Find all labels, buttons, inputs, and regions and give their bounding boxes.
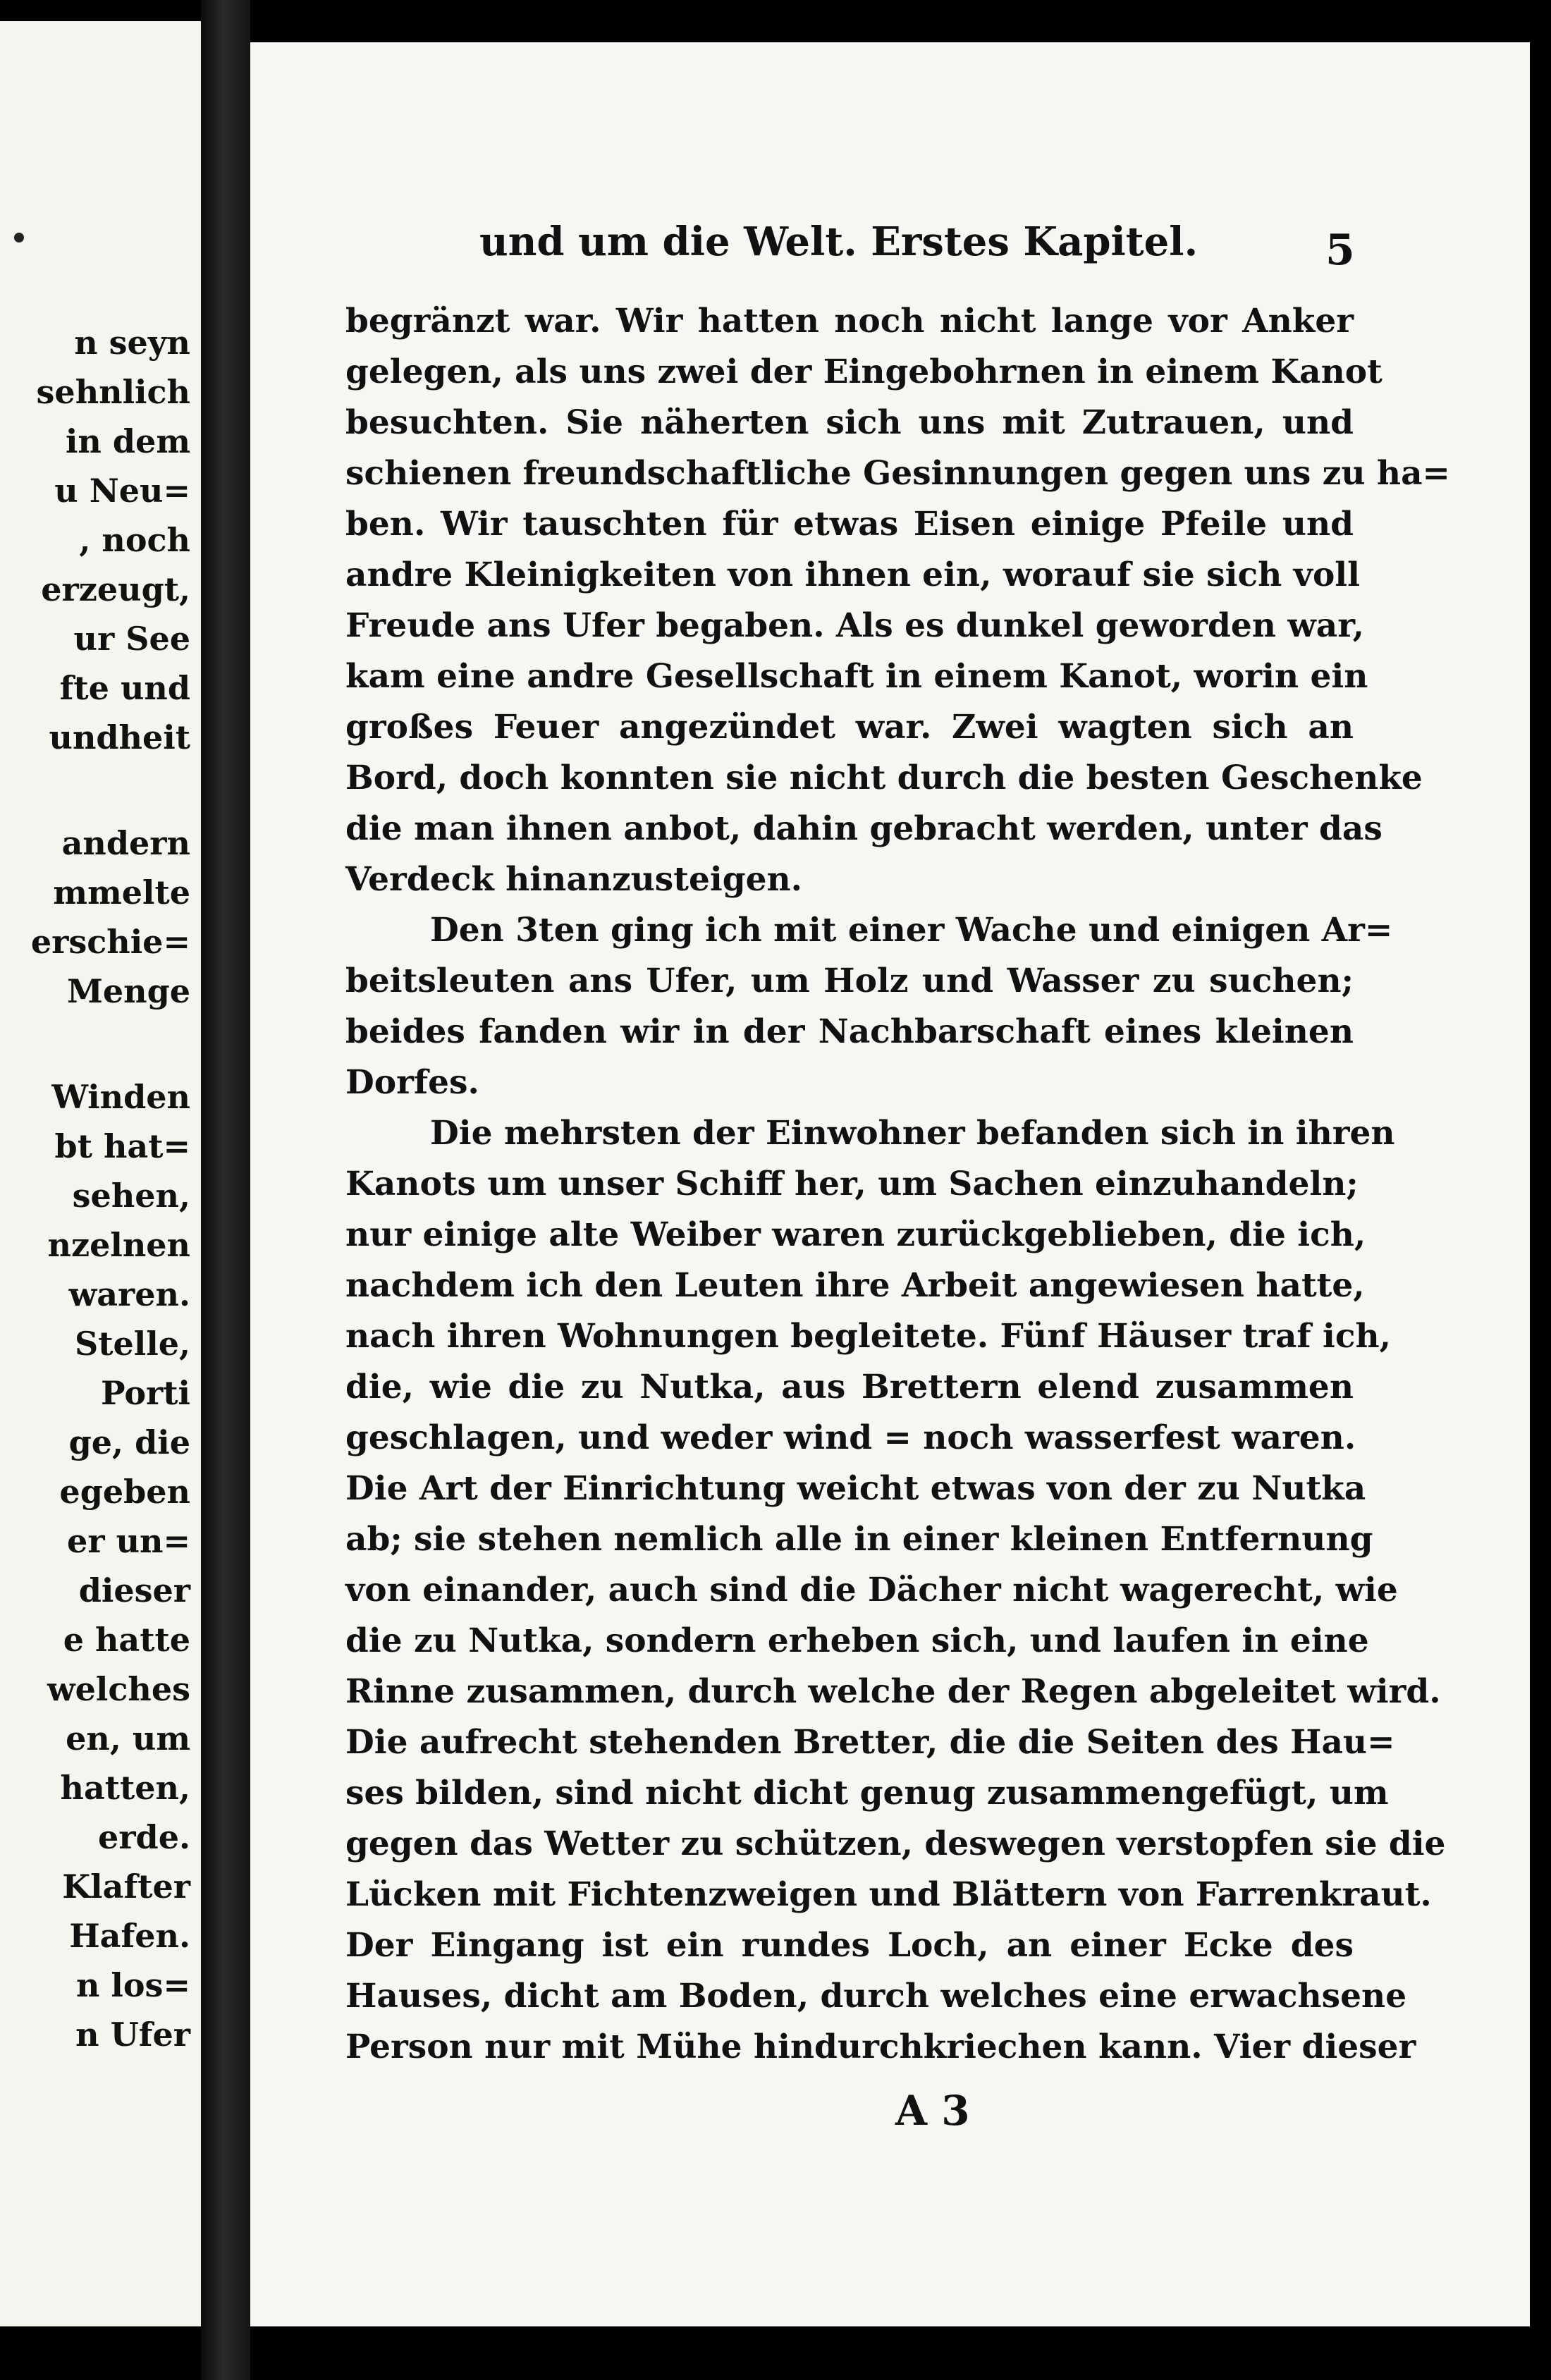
text-line: von einander, auch sind die Dächer nicht wagerecht, wie (345, 1571, 1398, 1609)
left-page-fragment: erschie= (30, 923, 190, 961)
left-page-fragment: u Neu= (54, 472, 190, 510)
text-line: Dorfes. (345, 1063, 479, 1102)
left-page-fragment: sehen, (72, 1177, 190, 1215)
left-page (0, 21, 201, 2326)
text-line: die man ihnen anbot, dahin gebracht werden, unter das (345, 809, 1383, 848)
left-page-fragment: en, um (66, 1719, 190, 1758)
text-line: Der Eingang ist ein rundes Loch, an einer Ecke des (345, 1926, 1354, 1965)
left-page-fragment: Menge (66, 972, 190, 1010)
text-line: schienen freundschaftliche Gesinnungen gegen uns zu ha= (345, 454, 1450, 493)
text-line: ab; sie stehen nemlich alle in einer kleinen Entfernung (345, 1520, 1373, 1559)
left-page-fragment: Porti (101, 1374, 190, 1412)
book-gutter (201, 0, 250, 2380)
text-line: kam eine andre Gesellschaft in einem Kanot, worin ein (345, 657, 1368, 696)
left-page-fragment: bt hat= (54, 1127, 190, 1165)
text-line: Hauses, dicht am Boden, durch welches eine erwachsene (345, 1977, 1407, 2016)
left-page-fragment: hatten, (60, 1769, 190, 1807)
left-page-fragment: erzeugt, (41, 570, 190, 608)
text-line: gegen das Wetter zu schützen, deswegen verstopfen sie die (345, 1824, 1446, 1863)
text-line: Freude ans Ufer begaben. Als es dunkel geworden war, (345, 606, 1364, 645)
left-page-fragment: sehnlich (36, 373, 190, 411)
left-page-fragment: nzelnen (47, 1226, 190, 1264)
left-page-fragment: Klafter (62, 1867, 190, 1906)
left-page-fragment: e hatte (63, 1621, 190, 1659)
left-page-fragment: mmelte (53, 873, 190, 912)
left-page-fragment: Winden (51, 1078, 190, 1116)
left-page-fragment: egeben (59, 1473, 190, 1511)
text-line: begränzt war. Wir hatten noch nicht lange vor Anker (345, 302, 1354, 341)
text-line: die, wie die zu Nutka, aus Brettern elend zusammen (345, 1368, 1354, 1406)
left-page-fragment: n Ufer (75, 2016, 190, 2054)
text-line: nur einige alte Weiber waren zurückgeblieben, die ich, (345, 1215, 1366, 1254)
left-page-fragment: fte und (59, 669, 190, 707)
left-page-fragment: undheit (49, 718, 190, 756)
left-page-fragment: , noch (79, 521, 190, 559)
body-text (345, 296, 1450, 2073)
text-line: ben. Wir tauschten für etwas Eisen einige Pfeile und (345, 505, 1354, 544)
left-page-fragment: waren. (68, 1275, 190, 1313)
text-line: gelegen, als uns zwei der Eingebohrnen in einem Kanot (345, 352, 1383, 391)
text-line: Verdeck hinanzusteigen. (345, 860, 803, 899)
text-line: beides fanden wir in der Nachbarschaft eines kleinen (345, 1012, 1354, 1051)
text-line: nach ihren Wohnungen begleitete. Fünf Häuser traf ich, (345, 1317, 1391, 1356)
left-page-fragment: andern (61, 824, 190, 862)
page-number: 5 (1325, 226, 1355, 275)
text-line: großes Feuer angezündet war. Zwei wagten sich an (345, 708, 1354, 747)
text-line: Person nur mit Mühe hindurchkriechen kann. Vier dieser (345, 2028, 1416, 2066)
text-line: Bord, doch konnten sie nicht durch die besten Geschenke (345, 759, 1423, 797)
left-page-fragment: n los= (75, 1966, 190, 2004)
text-line: ses bilden, sind nicht dicht genug zusammengefügt, um (345, 1774, 1389, 1812)
left-page-fragment: er un= (67, 1522, 190, 1560)
text-line: andre Kleinigkeiten von ihnen ein, worauf sie sich voll (345, 556, 1361, 594)
text-line: Kanots um unser Schiff her, um Sachen einzuhandeln; (345, 1165, 1359, 1203)
text-line: Lücken mit Fichtenzweigen und Blättern von Farrenkraut. (345, 1875, 1432, 1914)
text-line: die zu Nutka, sondern erheben sich, und laufen in eine (345, 1621, 1369, 1660)
left-page-fragment: welches (47, 1670, 190, 1708)
left-page-fragment: Stelle, (75, 1325, 190, 1363)
left-page-fragment: ge, die (68, 1423, 190, 1461)
left-page-fragment: ur See (73, 620, 190, 658)
text-line: Die Art der Einrichtung weicht etwas von der zu Nutka (345, 1469, 1366, 1508)
left-page-fragment: erde. (98, 1818, 190, 1856)
text-line: beitsleuten ans Ufer, um Holz und Wasser zu suchen; (345, 962, 1354, 1000)
page-mark (14, 233, 24, 243)
running-head: und um die Welt. Erstes Kapitel. (479, 219, 1198, 265)
left-page-fragment: in dem (65, 422, 190, 460)
text-line: Die mehrsten der Einwohner befanden sich in ihren (430, 1114, 1395, 1153)
text-line: Die aufrecht stehenden Bretter, die die Seiten des Hau= (345, 1723, 1395, 1762)
left-page-fragment: dieser (78, 1571, 190, 1609)
left-page-fragment: n seyn (74, 324, 190, 362)
left-page-fragment: Hafen. (69, 1917, 190, 1955)
text-line: Den 3ten ging ich mit einer Wache und einigen Ar= (430, 911, 1393, 950)
text-line: geschlagen, und weder wind = noch wasserfest waren. (345, 1418, 1356, 1457)
printer-signature: A 3 (895, 2087, 970, 2135)
text-line: besuchten. Sie näherten sich uns mit Zutrauen, und (345, 403, 1354, 442)
text-line: nachdem ich den Leuten ihre Arbeit angewiesen hatte, (345, 1266, 1365, 1305)
text-line: Rinne zusammen, durch welche der Regen abgeleitet wird. (345, 1672, 1441, 1711)
